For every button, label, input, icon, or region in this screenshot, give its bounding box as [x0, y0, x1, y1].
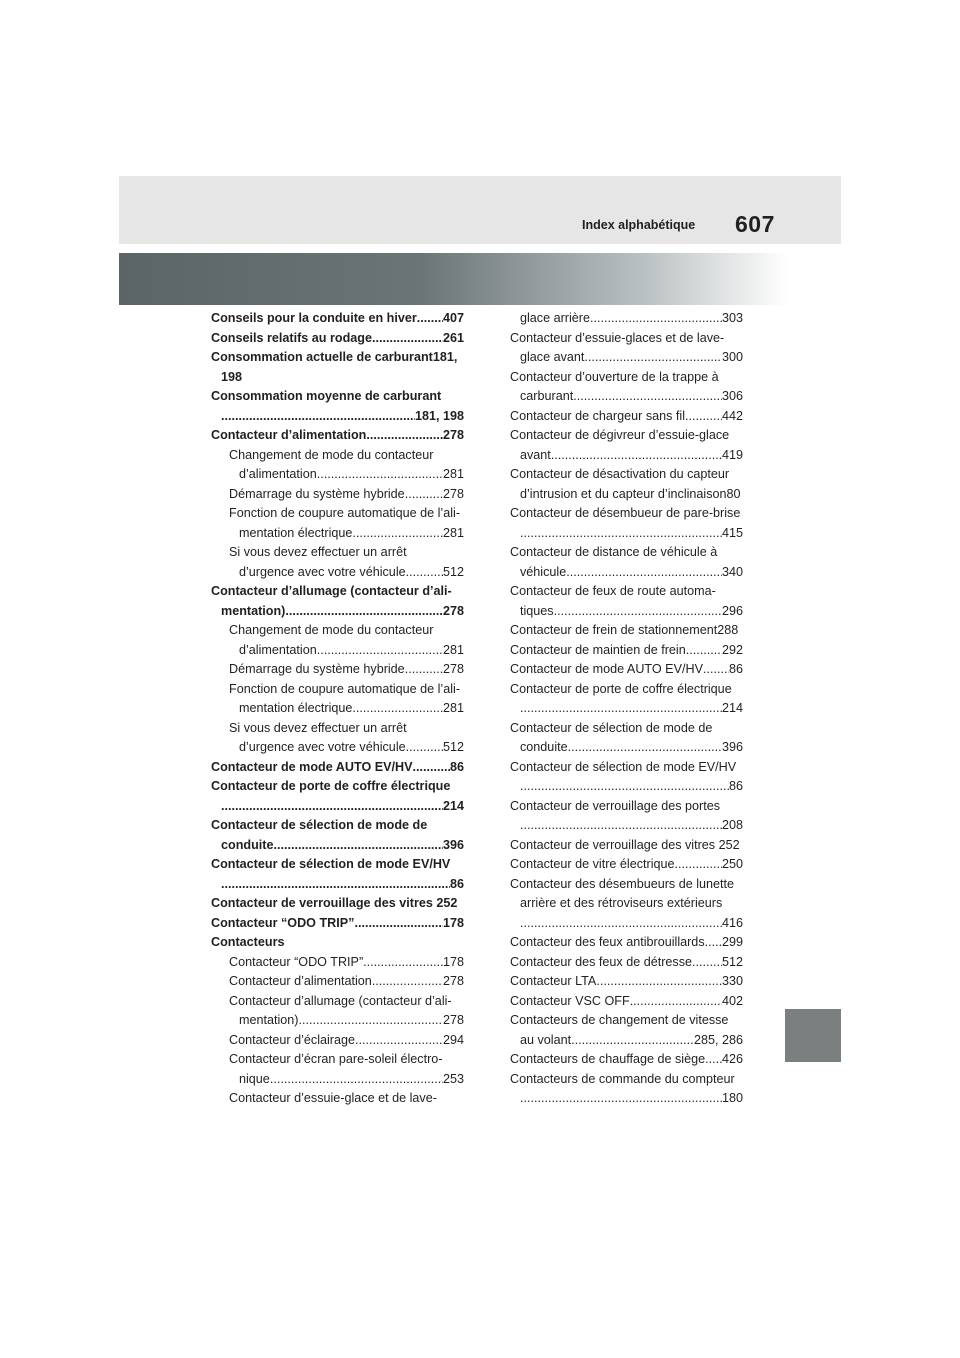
dot-leader — [520, 1089, 722, 1109]
index-entry-line: arrière et des rétroviseurs extérieurs — [520, 896, 723, 910]
index-entry-line: Contacteur de sélection de mode de — [211, 818, 428, 832]
index-entry-term: au volant — [520, 1032, 572, 1047]
page-reference: 278 — [442, 486, 464, 501]
index-entry — [510, 641, 743, 661]
index-entry — [510, 309, 743, 329]
page-reference: 178 — [442, 954, 464, 969]
index-entry-term: Contacteur “ODO TRIP” — [211, 915, 355, 930]
index-entry-line: Contacteur de porte de coffre électrique — [211, 779, 451, 793]
index-entry-term: Démarrage du système hybride — [229, 486, 405, 501]
page-reference: 86 — [449, 876, 464, 891]
index-entry-term: Démarrage du système hybride — [229, 662, 405, 676]
dot-leader — [520, 699, 722, 719]
index-entry-line: Consommation moyenne de carburant — [211, 389, 442, 403]
index-entry-line: Contacteur de désembueur de pare-brise — [510, 506, 741, 520]
page-reference: 306 — [721, 389, 743, 403]
dot-leader — [366, 426, 443, 446]
thumb-index-tab — [785, 1009, 841, 1062]
index-entry-line: Changement de mode du contacteur — [229, 447, 434, 462]
index-entry-line: Fonction de coupure automatique de l’ali- — [229, 506, 461, 520]
index-entry-line: Contacteur de dégivreur d’essuie-glace — [510, 428, 730, 442]
index-entry — [211, 446, 464, 485]
index-entry — [510, 836, 743, 856]
index-entry-term: Contacteur de maintien de frein — [510, 642, 686, 657]
page-reference: 208 — [721, 818, 743, 832]
page-reference: 407 — [442, 311, 464, 325]
page-reference: 281 — [442, 701, 464, 715]
index-entry-term: véhicule — [520, 564, 567, 579]
dot-leader — [705, 933, 722, 953]
page-reference: 285, 286 — [693, 1032, 743, 1047]
index-entry — [510, 660, 743, 680]
index-entry — [510, 1011, 743, 1050]
dot-leader — [372, 972, 443, 992]
index-entry — [211, 504, 464, 543]
index-entry-term: d’alimentation — [239, 467, 317, 481]
dot-leader — [520, 524, 722, 544]
dot-leader — [221, 797, 443, 817]
page-reference: 278 — [442, 1013, 464, 1027]
index-entry-line: d’intrusion et du capteur d’inclinaison80 — [520, 486, 741, 501]
index-entry-line: Contacteur d’ouverture de la trappe à — [510, 369, 719, 384]
page-reference: 86 — [728, 779, 743, 793]
dot-leader — [406, 563, 443, 583]
index-entry-line: Contacteur de sélection de mode de — [510, 720, 713, 735]
page-reference: 278 — [442, 974, 464, 988]
index-entry-term: Contacteur des feux de détresse — [510, 954, 693, 969]
index-entry-line: Si vous devez effectuer un arrêt — [229, 720, 407, 735]
page-reference: 278 — [442, 662, 464, 676]
index-entry-term: mentation) — [221, 603, 286, 618]
index-entry — [510, 407, 743, 427]
page-reference: 294 — [442, 1032, 464, 1047]
index-entry-line: Fonction de coupure automatique de l’ali- — [229, 681, 461, 696]
dot-leader — [551, 446, 722, 466]
index-entry-line: Contacteur d’allumage (contacteur d’ali- — [229, 993, 452, 1008]
index-entry — [211, 816, 464, 855]
page-reference: 180 — [721, 1091, 743, 1105]
index-entry — [510, 933, 743, 953]
index-entry-term: Conseils relatifs au rodage — [211, 330, 372, 345]
index-entry — [211, 1089, 464, 1109]
dot-leader — [590, 309, 722, 329]
dot-leader — [520, 816, 722, 836]
index-entry-term: Contacteurs de chauffage de siège — [510, 1052, 706, 1066]
page-reference: 86 — [449, 759, 464, 774]
section-title: Index alphabétique — [582, 218, 696, 232]
index-entry — [211, 485, 464, 505]
index-entry-term: 198 — [221, 369, 243, 384]
index-entry — [510, 426, 743, 465]
index-entry-term: conduite — [221, 837, 274, 852]
dot-leader — [285, 602, 443, 622]
index-entry-term: mentation) — [239, 1013, 299, 1027]
index-column-right — [510, 309, 743, 1109]
index-entry — [510, 680, 743, 719]
page-reference: 178 — [442, 915, 464, 930]
index-entry — [510, 875, 743, 934]
index-entry-line: Contacteur de sélection de mode EV/HV — [211, 857, 451, 871]
page-reference: 299 — [721, 935, 743, 949]
header-band — [119, 176, 841, 244]
dot-leader — [566, 563, 722, 583]
page-reference: 442 — [721, 408, 743, 423]
index-entry-term: Contacteur d’éclairage — [229, 1032, 356, 1047]
index-entry — [211, 582, 464, 621]
index-entry-term: d’alimentation — [239, 642, 317, 657]
index-entry — [510, 758, 743, 797]
dot-leader — [352, 524, 443, 544]
page-reference: 296 — [721, 603, 743, 618]
index-entry — [211, 543, 464, 582]
index-entry-line: Contacteur de sélection de mode EV/HV — [510, 759, 737, 774]
index-entry-term: Contacteur “ODO TRIP” — [229, 954, 364, 969]
gradient-band — [119, 253, 789, 305]
dot-leader — [406, 738, 443, 758]
index-entry-line: Contacteur de distance de véhicule à — [510, 545, 718, 559]
dot-leader — [686, 641, 722, 661]
dot-leader — [317, 465, 443, 485]
index-entry — [510, 582, 743, 621]
index-entry-term: nique — [239, 1071, 270, 1086]
dot-leader — [573, 387, 722, 407]
index-entry — [211, 719, 464, 758]
index-entry-line: Contacteur de verrouillage des vitres 252 — [510, 837, 740, 852]
index-entry-term: Contacteur de mode AUTO EV/HV — [510, 662, 703, 676]
page-reference: 214 — [442, 798, 464, 813]
page-number: 607 — [735, 211, 775, 237]
index-entry-term: d’urgence avec votre véhicule — [239, 564, 406, 579]
page-reference: 250 — [721, 857, 743, 871]
index-entry — [510, 719, 743, 758]
dot-leader — [413, 758, 450, 778]
page-reference: 415 — [721, 525, 743, 540]
index-entry-term: Contacteur de vitre électrique — [510, 857, 675, 871]
dot-leader — [554, 602, 722, 622]
page-reference: 181, 198 — [414, 408, 464, 423]
index-entry — [211, 972, 464, 992]
index-entry-term: conduite — [520, 740, 568, 754]
index-entry-term: Contacteur de mode AUTO EV/HV — [211, 759, 413, 774]
page-reference: 281 — [442, 525, 464, 540]
index-entry-line: Contacteurs de changement de vitesse — [510, 1013, 729, 1027]
dot-leader — [705, 1050, 722, 1070]
index-entry — [211, 660, 464, 680]
page-reference: 330 — [721, 974, 743, 988]
dot-leader — [596, 972, 722, 992]
dot-leader — [273, 836, 443, 856]
index-entry-term: glace avant — [520, 350, 585, 364]
page-reference: 303 — [721, 311, 743, 325]
page-reference: 512 — [442, 740, 464, 754]
index-entry — [211, 1031, 464, 1051]
page-reference: 512 — [721, 954, 743, 969]
index-entry — [510, 465, 743, 504]
index-entry-term: Contacteur de chargeur sans fil — [510, 408, 686, 423]
index-entry-line: Contacteurs de commande du compteur — [510, 1071, 735, 1086]
dot-leader — [630, 992, 722, 1012]
index-entry-line: Consommation actuelle de carburant181, — [211, 350, 458, 364]
index-entry — [211, 953, 464, 973]
index-entry-line: Changement de mode du contacteur — [229, 623, 434, 637]
index-entry — [510, 368, 743, 407]
index-entry — [510, 329, 743, 368]
index-entry-line: Contacteur de verrouillage des portes — [510, 798, 721, 813]
index-entry-term: carburant — [520, 389, 574, 403]
index-entry-line: Si vous devez effectuer un arrêt — [229, 545, 407, 559]
index-entry — [510, 953, 743, 973]
dot-leader — [352, 699, 443, 719]
index-entry-term: Conseils pour la conduite en hiver — [211, 311, 417, 325]
index-entry — [211, 992, 464, 1031]
dot-leader — [571, 1031, 694, 1051]
page-reference: 292 — [721, 642, 743, 657]
index-entry-term: mentation électrique — [239, 701, 353, 715]
page-reference: 278 — [442, 428, 464, 442]
dot-leader — [363, 953, 443, 973]
dot-leader — [703, 660, 729, 680]
index-entry — [211, 309, 464, 329]
dot-leader — [317, 641, 443, 661]
dot-leader — [685, 407, 722, 427]
dot-leader — [675, 855, 722, 875]
page-reference: 253 — [442, 1071, 464, 1086]
index-entry — [211, 914, 464, 934]
page-reference: 214 — [721, 701, 743, 715]
dot-leader — [692, 953, 722, 973]
index-entry-term: Contacteur des feux antibrouillards — [510, 935, 705, 949]
index-entry-term: Contacteur LTA — [510, 974, 597, 988]
index-entry — [510, 797, 743, 836]
dot-leader — [221, 407, 415, 427]
index-entry — [510, 621, 743, 641]
index-entry — [510, 1050, 743, 1070]
page-reference: 86 — [728, 662, 743, 676]
dot-leader — [270, 1070, 443, 1090]
index-entry-term: glace arrière — [520, 311, 590, 325]
index-entry — [211, 387, 464, 426]
index-entry-term: avant — [520, 447, 551, 462]
index-entry — [510, 543, 743, 582]
page-reference: 416 — [721, 915, 743, 930]
index-entry — [510, 855, 743, 875]
index-entry-line: Contacteur d’essuie-glaces et de lave- — [510, 330, 725, 345]
page-reference: 419 — [721, 447, 743, 462]
index-entry — [211, 777, 464, 816]
index-entry-term: tiques — [520, 603, 554, 618]
index-entry — [211, 426, 464, 446]
index-entry-term: Contacteur VSC OFF — [510, 993, 630, 1008]
index-entry-line: Contacteur de désactivation du capteur — [510, 467, 730, 481]
index-entry-line: Contacteur de frein de stationnement288 — [510, 623, 739, 637]
page-reference: 300 — [721, 350, 743, 364]
dot-leader — [405, 485, 443, 505]
dot-leader — [405, 660, 443, 680]
index-entry-line: Contacteurs — [211, 935, 285, 949]
page-reference: 512 — [442, 564, 464, 579]
index-column-left — [211, 309, 464, 1109]
dot-leader — [417, 309, 443, 329]
index-entry-term: mentation électrique — [239, 525, 353, 540]
index-entry — [211, 894, 464, 914]
page-reference: 396 — [721, 740, 743, 754]
page-reference: 281 — [442, 642, 464, 657]
index-entry-line: Contacteur des désembueurs de lunette — [510, 876, 735, 891]
dot-leader — [520, 777, 729, 797]
index-entry-line: Contacteur de verrouillage des vitres 252 — [211, 896, 458, 910]
index-entry — [510, 1070, 743, 1109]
index-entry — [510, 504, 743, 543]
index-entry-term: d’urgence avec votre véhicule — [239, 740, 406, 754]
page-reference: 261 — [442, 330, 464, 345]
dot-leader — [372, 329, 443, 349]
index-entry-term: Contacteur d’alimentation — [229, 974, 372, 988]
page-reference: 396 — [442, 837, 464, 852]
index-entry-line: Contacteur d’essuie-glace et de lave- — [229, 1091, 437, 1105]
index-entry — [211, 933, 464, 953]
dot-leader — [568, 738, 722, 758]
index-entry-line: Contacteur d’écran pare-soleil électro- — [229, 1052, 443, 1066]
dot-leader — [221, 875, 450, 895]
page-reference: 426 — [721, 1052, 743, 1066]
dot-leader — [354, 914, 443, 934]
index-entry — [211, 329, 464, 349]
index-entry — [211, 758, 464, 778]
index-entry-term: Contacteur d’alimentation — [211, 428, 367, 442]
dot-leader — [355, 1031, 443, 1051]
dot-leader — [299, 1011, 443, 1031]
dot-leader — [584, 348, 722, 368]
index-entry-line: Contacteur de porte de coffre électrique — [510, 681, 732, 696]
dot-leader — [520, 914, 722, 934]
page-reference: 340 — [721, 564, 743, 579]
index-entry — [211, 855, 464, 894]
index-entry — [211, 1050, 464, 1089]
page-reference: 278 — [442, 603, 464, 618]
index-entry — [510, 972, 743, 992]
index-entry — [211, 621, 464, 660]
index-entry — [510, 992, 743, 1012]
page-reference: 281 — [442, 467, 464, 481]
index-entry-line: Contacteur d’allumage (contacteur d’ali- — [211, 584, 452, 598]
index-entry — [211, 348, 464, 387]
page-reference: 402 — [721, 993, 743, 1008]
index-entry — [211, 680, 464, 719]
index-entry-line: Contacteur de feux de route automa- — [510, 584, 716, 598]
